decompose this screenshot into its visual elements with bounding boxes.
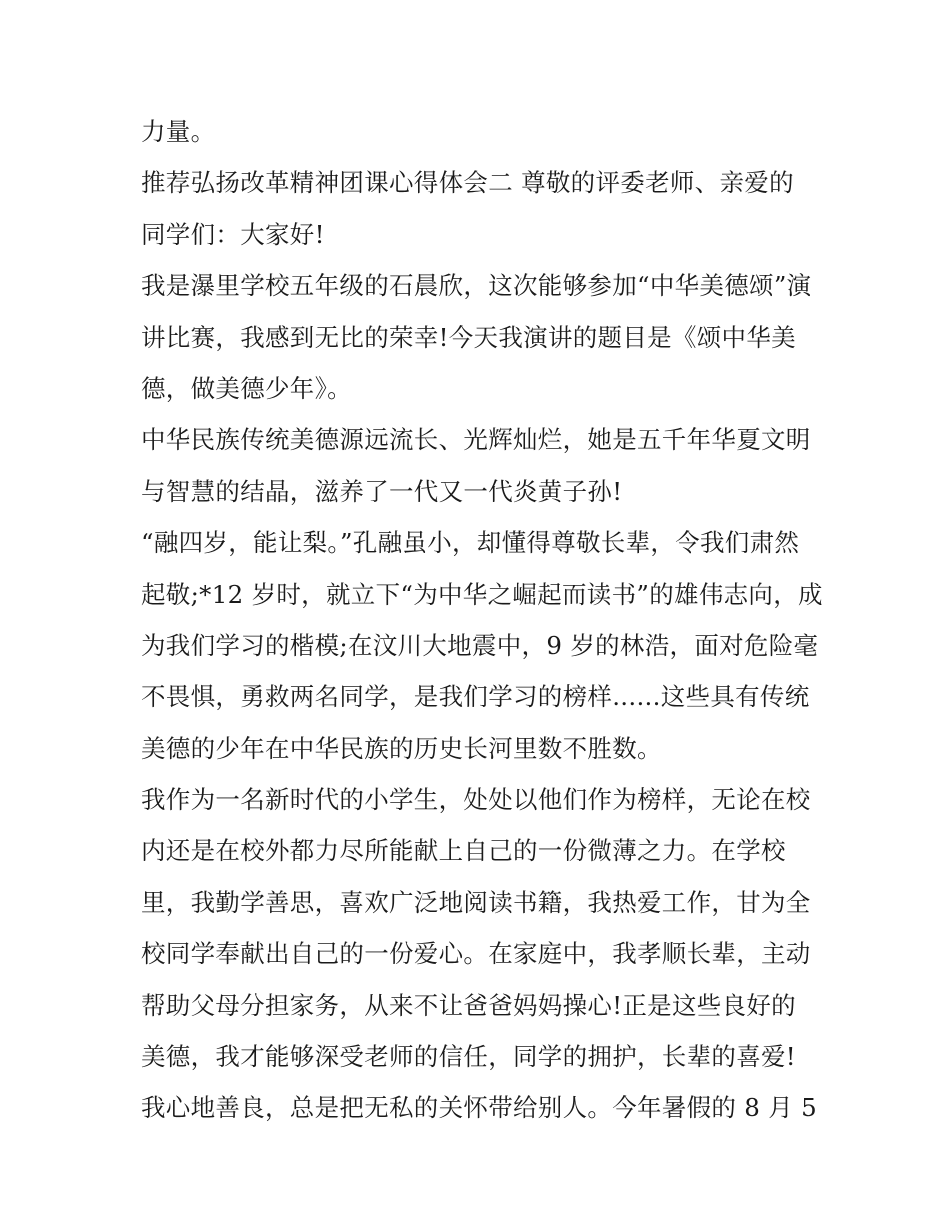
text-line: 与智慧的结晶，滋养了一代又一代炎黄子孙! [141, 476, 623, 506]
text-line: 推荐弘扬改革精神团课心得体会二 尊敬的评委老师、亲爱的 [141, 168, 794, 198]
text-line: “融四岁，能让梨。”孔融虽小，却懂得尊敬长辈，令我们肃然 [141, 528, 800, 558]
text-line: 美德，我才能够深受老师的信任，同学的拥护，长辈的喜爱! [141, 1042, 796, 1072]
text-line: 为我们学习的楷模;在汶川大地震中，9 岁的林浩，面对危险毫 [141, 630, 819, 660]
text-line: 同学们：大家好! [141, 219, 325, 249]
text-line: 我是瀑里学校五年级的石晨欣，这次能够参加“中华美德颂”演 [141, 271, 812, 301]
text-line: 中华民族传统美德源远流长、光辉灿烂，她是五千年华夏文明 [141, 425, 811, 455]
text-line: 起敬;*12 岁时，就立下“为中华之崛起而读书”的雄伟志向，成 [141, 579, 823, 609]
text-line: 内还是在校外都力尽所能献上自己的一份微薄之力。在学校 [141, 836, 786, 866]
text-line: 力量。 [141, 117, 216, 146]
text-line: 美德的少年在中华民族的历史长河里数不胜数。 [141, 733, 662, 763]
text-line: 我心地善良，总是把无私的关怀带给别人。今年暑假的 8 月 5 [141, 1093, 818, 1123]
text-line: 讲比赛，我感到无比的荣幸!今天我演讲的题目是《颂中华美 [141, 322, 796, 352]
text-line: 帮助父母分担家务，从来不让爸爸妈妈操心!正是这些良好的 [141, 990, 796, 1020]
text-line: 校同学奉献出自己的一份爱心。在家庭中，我孝顺长辈，主动 [141, 939, 811, 969]
text-line: 里，我勤学善思，喜欢广泛地阅读书籍，我热爱工作，甘为全 [141, 887, 811, 917]
document-body [141, 106, 821, 1134]
text-line: 德，做美德少年》。 [141, 373, 352, 403]
text-line: 我作为一名新时代的小学生，处处以他们作为榜样，无论在校 [141, 785, 811, 815]
text-line: 不畏惧，勇救两名同学，是我们学习的榜样......这些具有传统 [141, 682, 810, 712]
